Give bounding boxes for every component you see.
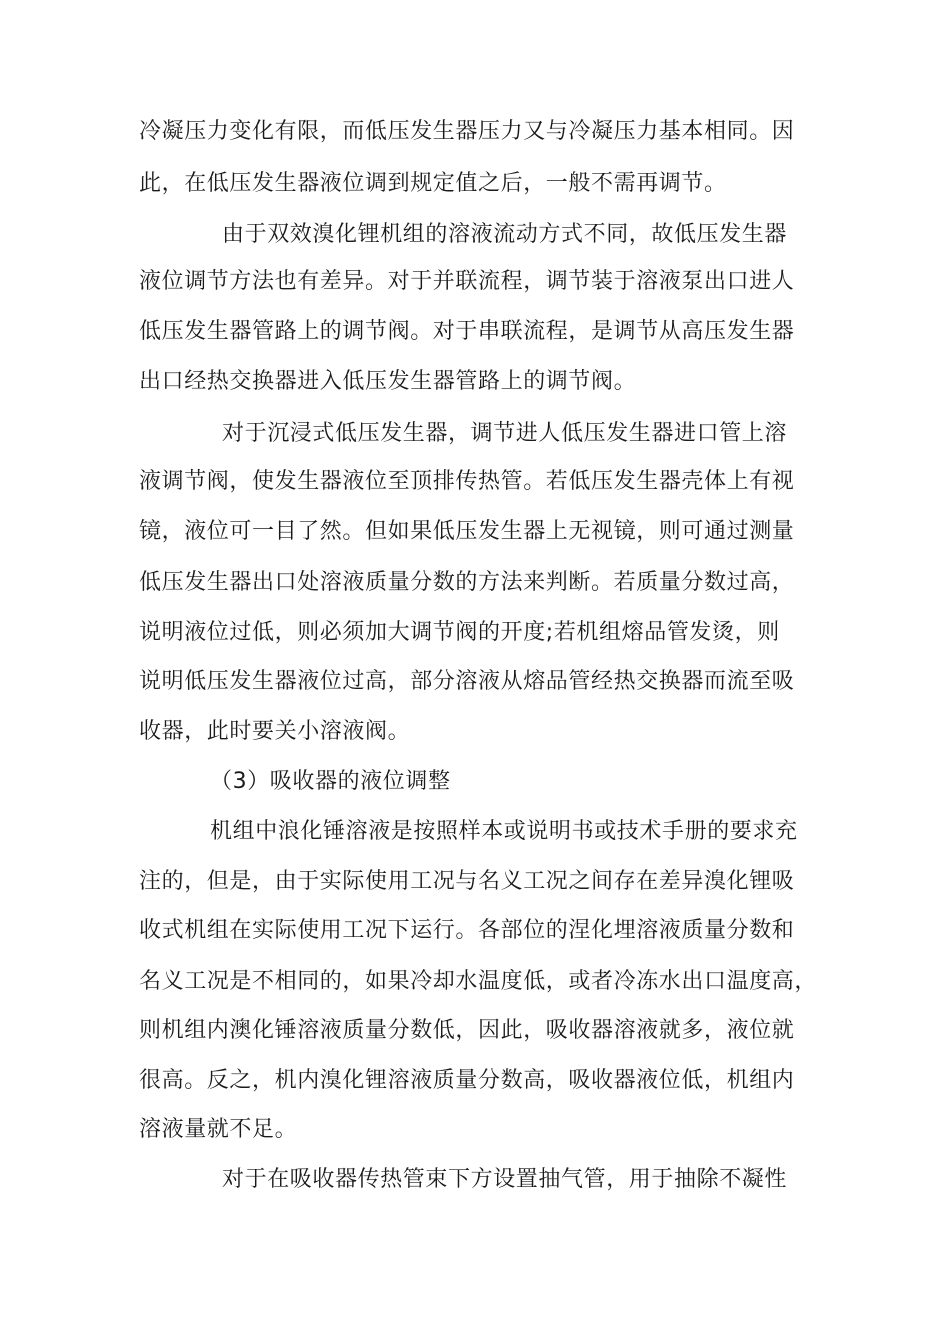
text-line: 则机组内澳化锤溶液质量分数低，因此，吸收器溶液就多，液位就 [139, 1018, 795, 1043]
text-line: 注的，但是，由于实际使用工况与名义工况之间存在差异溴化锂吸 [139, 869, 795, 894]
text-line: 此，在低压发生器液位调到规定值之后，一般不需再调节。 [139, 171, 727, 196]
text-line: 出口经热交换器进入低压发生器管路上的调节阀。 [139, 369, 637, 394]
text-line: 低压发生器管路上的调节阀。对于串联流程，是调节从高压发生器 [139, 319, 795, 344]
text-line: 说明液位过低，则必须加大调节阀的开度;若机组熔品管发烫，则 [139, 620, 780, 645]
text-line: 溶液量就不足。 [139, 1117, 298, 1142]
text-line: 由于双效溴化锂机组的溶液流动方式不同，故低压发生器 [222, 222, 788, 247]
text-line: 收式机组在实际使用工况下运行。各部位的涅化埋溶液质量分数和 [139, 918, 795, 943]
text-line: 说明低压发生器液位过高，部分溶液从熔品管经热交换器而流至吸 [139, 669, 795, 694]
text-line: 低压发生器出口处溶液质量分数的方法来判断。若质量分数过高， [139, 570, 795, 595]
section-heading: （3）吸收器的液位调整 [210, 769, 451, 794]
text-line: 很高。反之，机内溴化锂溶液质量分数高，吸收器液位低，机组内 [139, 1068, 795, 1093]
text-line: 对于在吸收器传热管束下方设置抽气管，用于抽除不凝性 [222, 1167, 788, 1192]
text-line: 对于沉浸式低压发生器，调节进人低压发生器进口管上溶 [222, 421, 788, 446]
text-line: 冷凝压力变化有限，而低压发生器压力又与冷凝压力基本相同。因 [139, 119, 795, 144]
text-line: 镜，液位可一目了然。但如果低压发生器上无视镜，则可通过测量 [139, 519, 795, 544]
text-line: 液位调节方法也有差异。对于并联流程，调节装于溶液泵出口进人 [139, 269, 795, 294]
text-line: 机组中浪化锤溶液是按照样本或说明书或技术手册的要求充 [210, 819, 798, 844]
text-line: 收器，此时要关小溶液阀。 [139, 719, 411, 744]
text-line: 液调节阀，使发生器液位至顶排传热管。若低压发生器壳体上有视 [139, 469, 795, 494]
text-line: 名义工况是不相同的，如果冷却水温度低，或者冷冻水出口温度高， [139, 969, 818, 994]
